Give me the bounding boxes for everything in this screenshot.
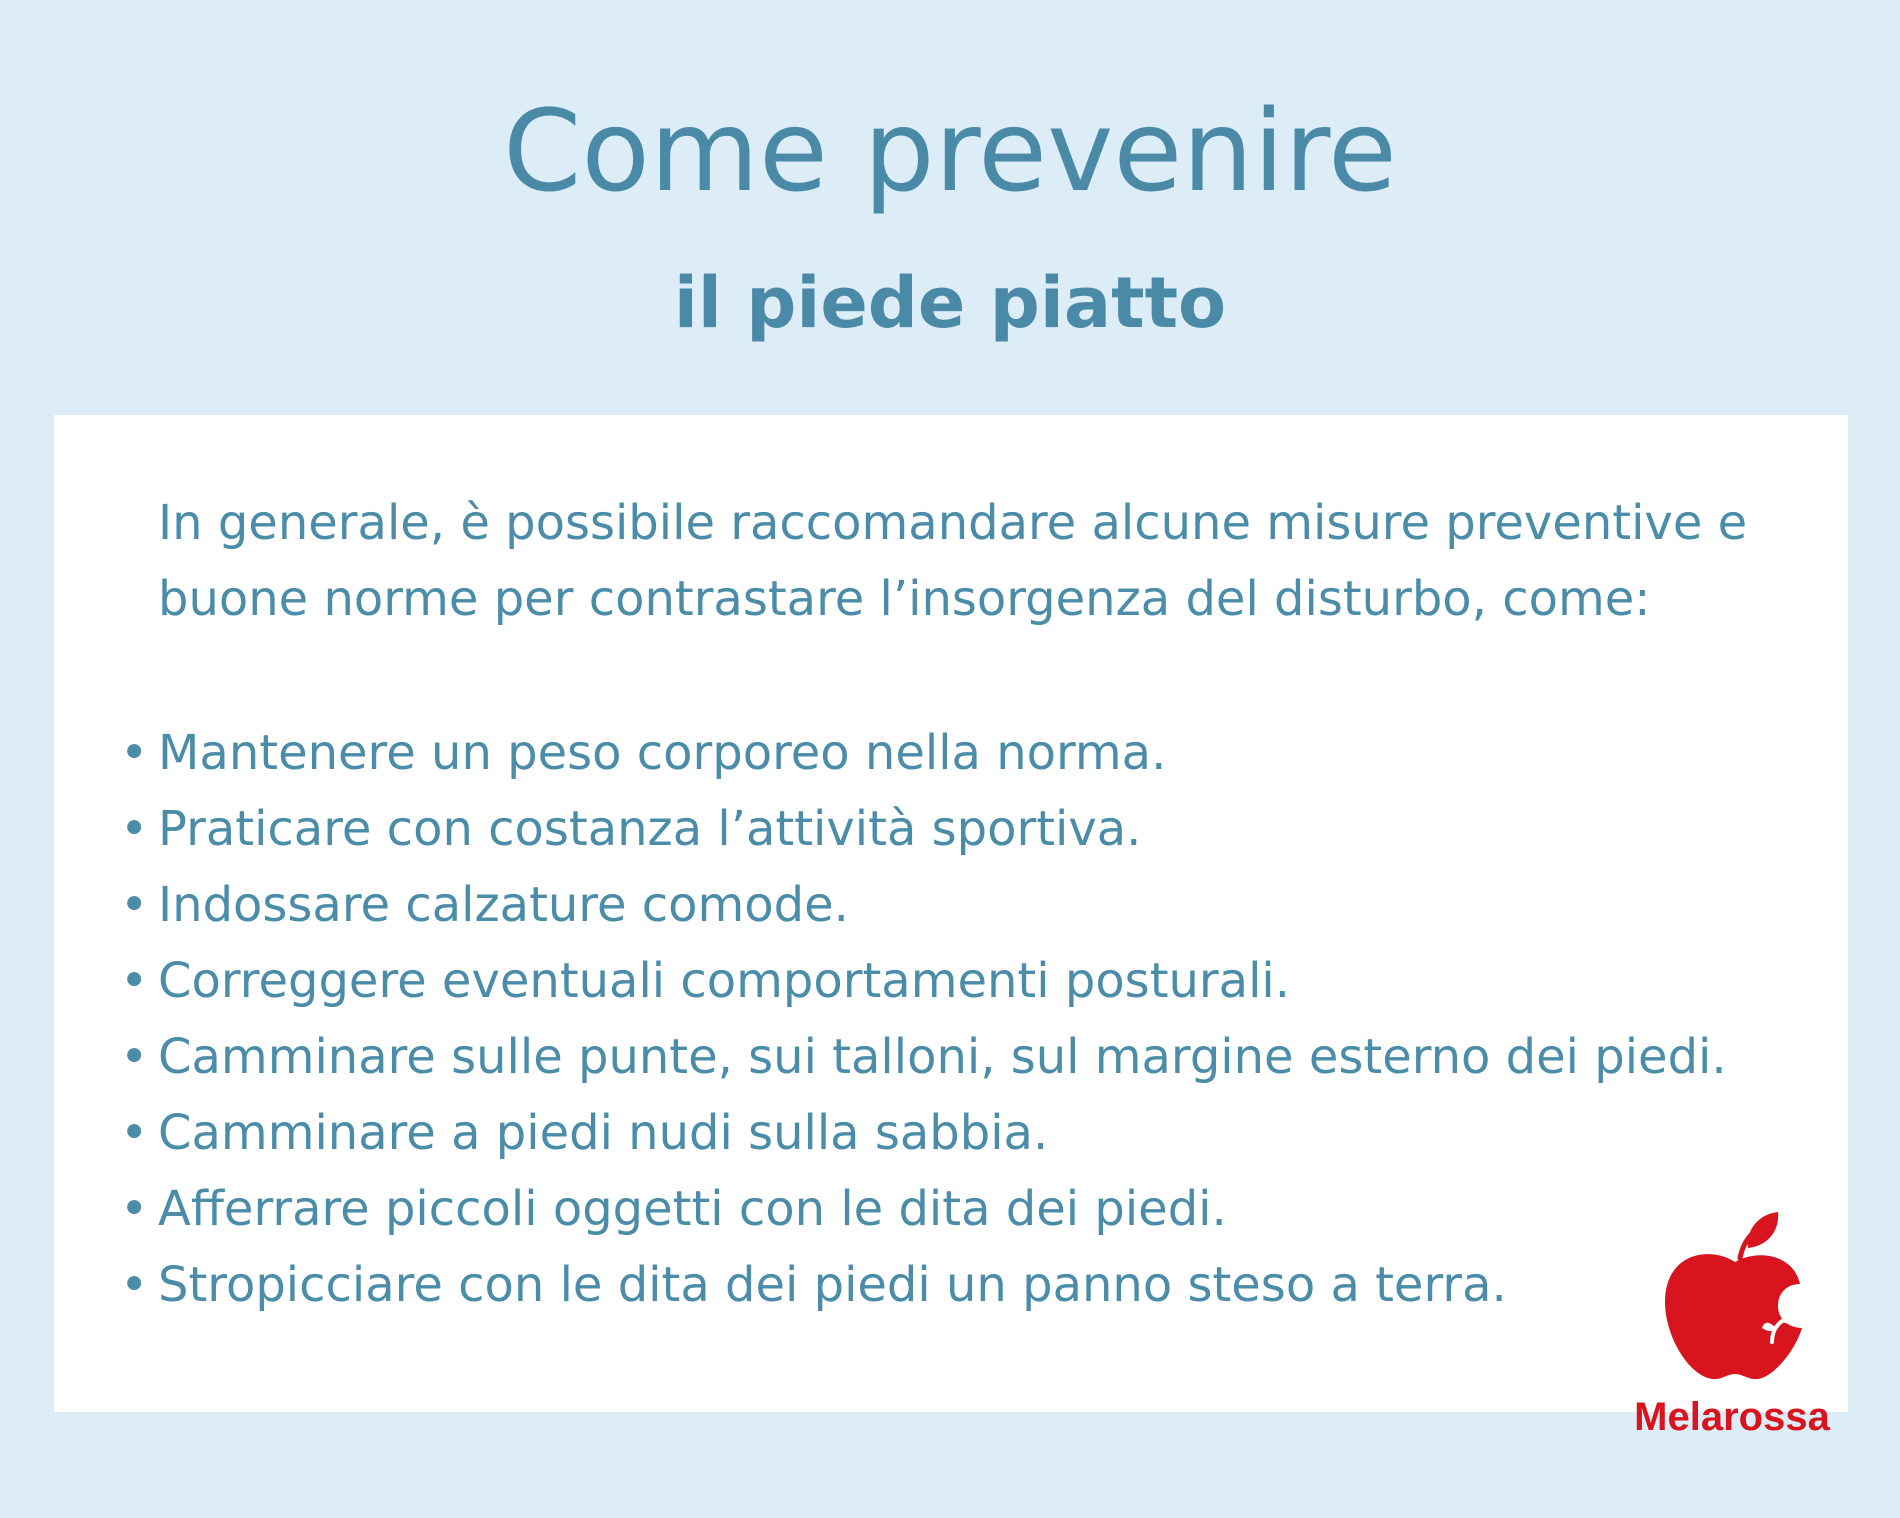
- apple-icon: [1660, 1210, 1810, 1385]
- list-item-text: Afferrare piccoli oggetti con le dita dei piedi.: [158, 1181, 1227, 1237]
- bullet: •: [120, 1257, 149, 1313]
- intro-text: In generale, è possibile raccomandare alcune misure preventive e buone norme per contrastare l’insorgenza del disturbo, come:: [158, 495, 1748, 627]
- bullet: •: [120, 801, 149, 857]
- list-item: [114, 791, 1814, 867]
- bullet: •: [120, 953, 149, 1009]
- list-item-text: Correggere eventuali comportamenti posturali.: [158, 953, 1291, 1009]
- content-card: [54, 415, 1848, 1412]
- bullet: •: [120, 1181, 149, 1237]
- bullet: •: [120, 725, 149, 781]
- list-item-text: Indossare calzature comode.: [158, 877, 849, 933]
- list-item-text: Camminare sulle punte, sui talloni, sul margine esterno dei piedi.: [158, 1029, 1727, 1085]
- prevention-list: [114, 715, 1814, 1323]
- list-item: [114, 867, 1814, 943]
- list-item: [114, 1095, 1814, 1171]
- list-item-text: Mantenere un peso corporeo nella norma.: [158, 725, 1167, 781]
- brand-logo: [1612, 1210, 1852, 1470]
- list-item-text: Stropicciare con le dita dei piedi un panno steso a terra.: [158, 1257, 1507, 1313]
- list-item: [114, 715, 1814, 791]
- page-subtitle: il piede piatto: [673, 262, 1227, 344]
- page-title: Come prevenire: [503, 87, 1397, 217]
- list-item: [114, 1247, 1814, 1323]
- list-item: [114, 1171, 1814, 1247]
- list-item: [114, 1019, 1814, 1095]
- bullet: •: [120, 1029, 149, 1085]
- bullet: •: [120, 1105, 149, 1161]
- brand-name: Melarossa: [1634, 1395, 1830, 1439]
- list-item: [114, 943, 1814, 1019]
- list-item-text: Camminare a piedi nudi sulla sabbia.: [158, 1105, 1049, 1161]
- bullet: •: [120, 877, 149, 933]
- list-item-text: Praticare con costanza l’attività sportiva.: [158, 801, 1142, 857]
